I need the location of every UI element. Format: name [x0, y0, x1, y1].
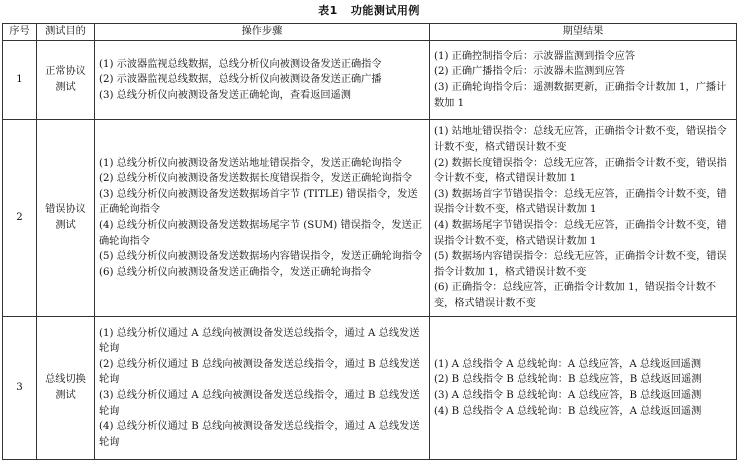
header-aim: 测试目的: [37, 24, 95, 41]
row-steps: [95, 317, 430, 460]
expected-item: (1) 站地址错误指令：总线无应答，正确指令计数不变，错误指令计数不变，格式错误计数不变: [434, 126, 727, 154]
expected-item: (2) 数据长度错误指令：总线无应答，正确指令计数不变，错误指令计数不变，格式错误计数加 1: [434, 157, 727, 185]
expected-item: (2) B 总线指令 B 总线轮询：B 总线应答，B 总线返回遥测: [434, 374, 702, 386]
row-aim: 错误协议测试: [37, 120, 95, 317]
row-aim: 正常协议测试: [37, 41, 95, 120]
step-item: (5) 总线分析仪向被测设备发送数据场内容错误指令，发送正确轮询指令: [99, 251, 423, 263]
step-item: (3) 总线分析仪向被测设备发送数据场首字节 (TITLE) 错误指令，发送正确轮询指令: [99, 188, 418, 216]
expected-item: (3) 正确轮询指令后：遥测数据更新，正确指令计数加 1，广播计数加 1: [434, 82, 727, 109]
expected-item: (2) 正确广播指令后：示波器未监测到应答: [434, 66, 625, 78]
step-item: (4) 总线分析仪通过 B 总线向被测设备发送总线指令，通过 A 总线发送轮询: [99, 421, 420, 448]
row-expected: [430, 120, 737, 317]
step-item: (2) 示波器监视总线数据，总线分析仪向被测设备发送正确广播: [99, 74, 382, 86]
step-item: (2) 总线分析仪通过 B 总线向被测设备发送总线指令，通过 B 总线发送轮询: [99, 358, 420, 386]
header-expected: 期望结果: [430, 24, 737, 41]
expected-item: (4) 数据场尾字节错误指令：总线无应答，正确指令计数不变，错误指令计数不变，格式错误计数加 1: [434, 220, 727, 247]
function-test-table: [2, 23, 737, 460]
step-item: (6) 总线分析仪向被测设备发送正确指令，发送正确轮询指令: [99, 266, 372, 278]
table-row: [3, 41, 737, 120]
row-number: 2: [3, 120, 37, 317]
expected-item: (5) 数据场内容错误指令：总线无应答，正确指令计数不变，错误指令计数加 1，格式错误计数不变: [434, 251, 727, 278]
caption-label: 表1: [318, 4, 338, 17]
expected-item: (4) B 总线指令 A 总线轮询：B 总线应答，A 总线返回遥测: [434, 405, 702, 417]
expected-item: (1) A 总线指令 A 总线轮询：A 总线应答，A 总线返回遥测: [434, 358, 702, 370]
step-item: (1) 示波器监视总线数据，总线分析仪向被测设备发送正确指令: [99, 58, 382, 70]
expected-item: (3) 数据场首字节错误指令：总线无应答，正确指令计数不变，错误指令计数不变，格式错误计数加 1: [434, 188, 727, 216]
caption-title: 功能测试用例: [350, 4, 420, 17]
expected-item: (1) 正确控制指令后：示波器监测到指令应答: [434, 50, 636, 62]
expected-item: (3) A 总线指令 B 总线轮询：A 总线应答，B 总线返回遥测: [434, 390, 702, 401]
row-number: 3: [3, 317, 37, 460]
step-item: (1) 总线分析仪通过 A 总线向被测设备发送总线指令，通过 A 总线发送轮询: [99, 327, 420, 355]
table-header-row: [3, 24, 737, 41]
header-no: 序号: [3, 24, 37, 41]
header-steps: 操作步骤: [95, 24, 430, 41]
row-expected: [430, 41, 737, 120]
step-item: (1) 总线分析仪向被测设备发送站地址错误指令，发送正确轮询指令: [99, 157, 402, 169]
row-expected: [430, 317, 737, 460]
expected-item: (6) 正确指令：总线应答，正确指令计数加 1，错误指令计数不变，格式错误计数不变: [434, 282, 717, 309]
row-steps: [95, 41, 430, 120]
row-aim: 总线切换测试: [37, 317, 95, 460]
step-item: (2) 总线分析仪向被测设备发送数据长度错误指令，发送正确轮询指令: [99, 173, 413, 185]
table-row: [3, 120, 737, 317]
row-number: 1: [3, 41, 37, 120]
step-item: (4) 总线分析仪向被测设备发送数据场尾字节 (SUM) 错误指令，发送正确轮询指令: [99, 220, 422, 247]
step-item: (3) 总线分析仪向被测设备发送正确轮询，查看返回遥测: [99, 89, 351, 101]
table-caption: [0, 0, 738, 22]
row-steps: [95, 120, 430, 317]
table-row: [3, 317, 737, 460]
step-item: (3) 总线分析仪通过 A 总线向被测设备发送总线指令，通过 B 总线发送轮询: [99, 390, 420, 417]
